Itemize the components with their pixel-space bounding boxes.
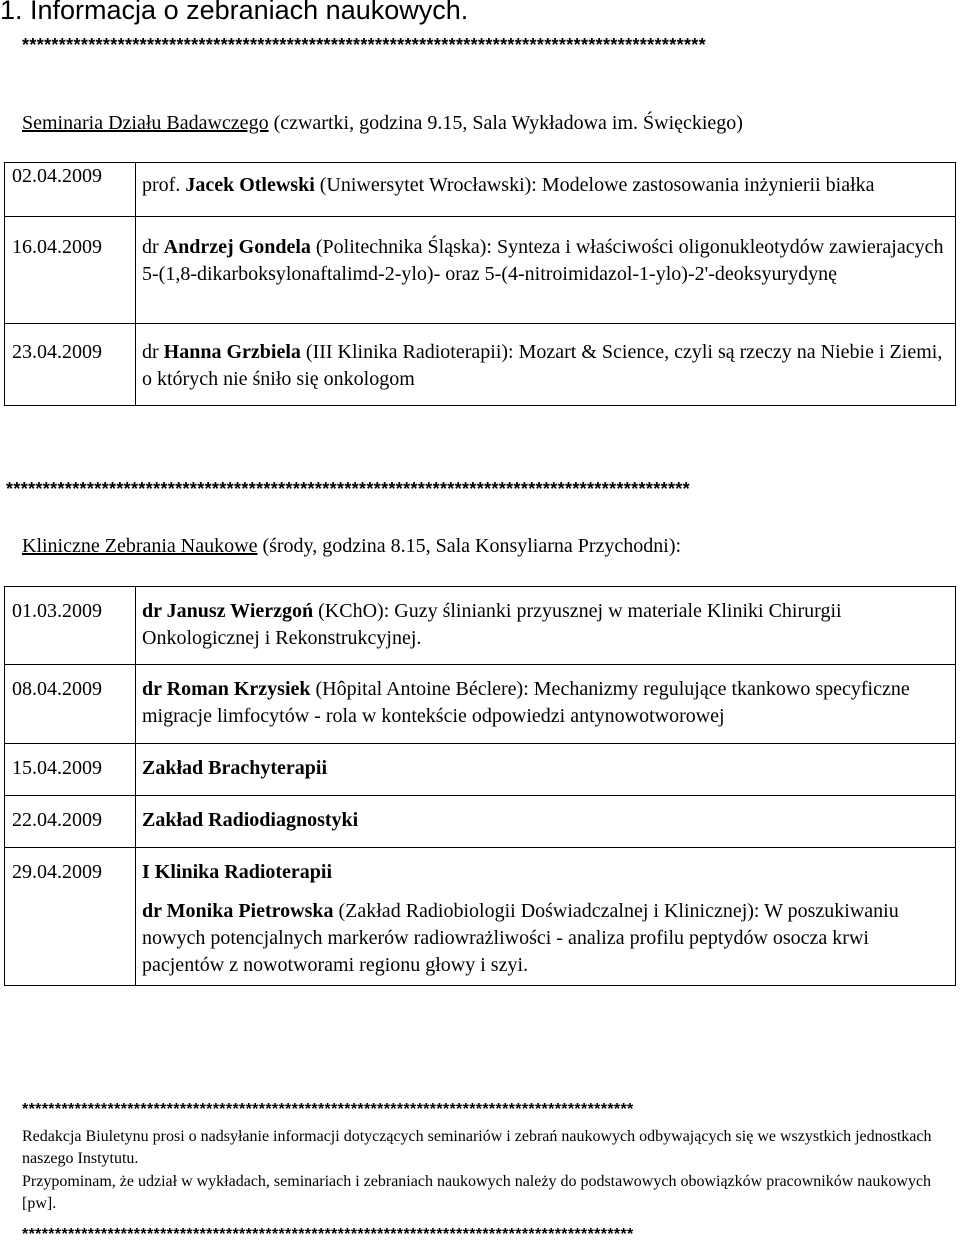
event-date: 02.04.2009 (5, 163, 136, 217)
seminars-title-link[interactable]: Seminaria Działu Badawczego (22, 112, 269, 134)
event-date: 16.04.2009 (5, 217, 136, 324)
table-row (5, 665, 956, 744)
event-description (136, 163, 956, 217)
event-unit: Zakład Radiodiagnostyki (136, 796, 956, 848)
event-topic: (Hôpital Antoine Béclere): Mechanizmy regulujące tkankowo specyficzne migracje limfocytów - rola w kontekście odpowiedzi antynowotworowej (142, 678, 910, 727)
separator-middle: ********************************************************************************************* (6, 480, 691, 498)
seminars-section-title (22, 111, 743, 135)
seminars-title-details: (czwartki, godzina 9.15, Sala Wykładowa im. Święckiego) (268, 112, 743, 134)
event-description (136, 848, 956, 986)
event-date: 08.04.2009 (5, 665, 136, 744)
event-speaker: Jacek Otlewski (185, 174, 315, 196)
event-date: 15.04.2009 (5, 744, 136, 796)
event-date: 29.04.2009 (5, 848, 136, 986)
separator-bottom: ********************************************************************************************* (22, 1226, 634, 1243)
event-unit: Zakład Brachyterapii (136, 744, 956, 796)
event-unit: I Klinika Radioterapii (142, 861, 333, 883)
event-title-prefix: prof. (142, 174, 186, 196)
table-row (5, 163, 956, 217)
clinical-section-title (22, 534, 681, 558)
table-row (5, 217, 956, 324)
event-speaker: Andrzej Gondela (163, 236, 311, 258)
event-title-prefix: dr (142, 236, 164, 258)
footer-note-2: Przypominam, że udział w wykładach, seminariach i zebraniach naukowych należy do podstawowych obowiązków pracowników naukowych [pw]. (22, 1173, 932, 1212)
event-date: 01.03.2009 (5, 587, 136, 665)
event-topic: (KChO): Guzy ślinianki przyusznej w materiale Kliniki Chirurgii Onkologicznej i Rekonstrukcyjnej. (142, 600, 842, 649)
clinical-table (4, 586, 956, 986)
event-topic: (III Klinika Radioterapii): Mozart & Science, czyli są rzeczy na Niebie i Ziemi, o których nie śniło się onkologom (142, 341, 943, 390)
event-sub-description (142, 898, 951, 979)
table-row (5, 744, 956, 796)
clinical-title-details: (środy, godzina 8.15, Sala Konsyliarna Przychodni): (257, 535, 682, 557)
event-description (136, 217, 956, 324)
event-description (136, 587, 956, 665)
table-row (5, 848, 956, 986)
table-row (5, 796, 956, 848)
event-speaker: Hanna Grzbiela (163, 341, 301, 363)
separator-top: ********************************************************************************************* (22, 36, 707, 54)
separator-footer-top: ********************************************************************************************* (22, 1101, 634, 1118)
event-topic: (Politechnika Śląska): Synteza i właściwości oligonukleotydów zawierajacych 5-(1,8-dikarboksylonaftalimd-2-ylo)- oraz 5-(4-nitroimidazol-1-ylo)-2'-deoksyurydynę (142, 236, 944, 285)
event-topic: (Uniwersytet Wrocławski): Modelowe zastosowania inżynierii białka (314, 174, 875, 196)
table-row (5, 324, 956, 406)
page-heading: 1. Informacja o zebraniach naukowych. (0, 0, 469, 25)
event-speaker: dr Monika Pietrowska (142, 900, 334, 922)
event-description (136, 324, 956, 406)
seminars-table (4, 162, 956, 406)
event-date: 23.04.2009 (5, 324, 136, 406)
event-topic: (Zakład Radiobiologii Doświadczalnej i Klinicznej): W poszukiwaniu nowych potencjalnych markerów radiowrażliwości - analiza profilu peptydów osocza krwi pacjentów z nowotworami regionu głowy i szyi. (142, 900, 899, 976)
table-row (5, 587, 956, 665)
event-date: 22.04.2009 (5, 796, 136, 848)
event-speaker: dr Roman Krzysiek (142, 678, 311, 700)
clinical-title-link[interactable]: Kliniczne Zebrania Naukowe (22, 535, 258, 557)
event-description (136, 665, 956, 744)
footer-note-1: Redakcja Biuletynu prosi o nadsyłanie informacji dotyczących seminariów i zebrań naukowych odbywających się we wszystkich jednostkach naszego Instytutu. (22, 1128, 932, 1167)
event-title-prefix: dr (142, 341, 164, 363)
event-speaker: dr Janusz Wierzgoń (142, 600, 314, 622)
